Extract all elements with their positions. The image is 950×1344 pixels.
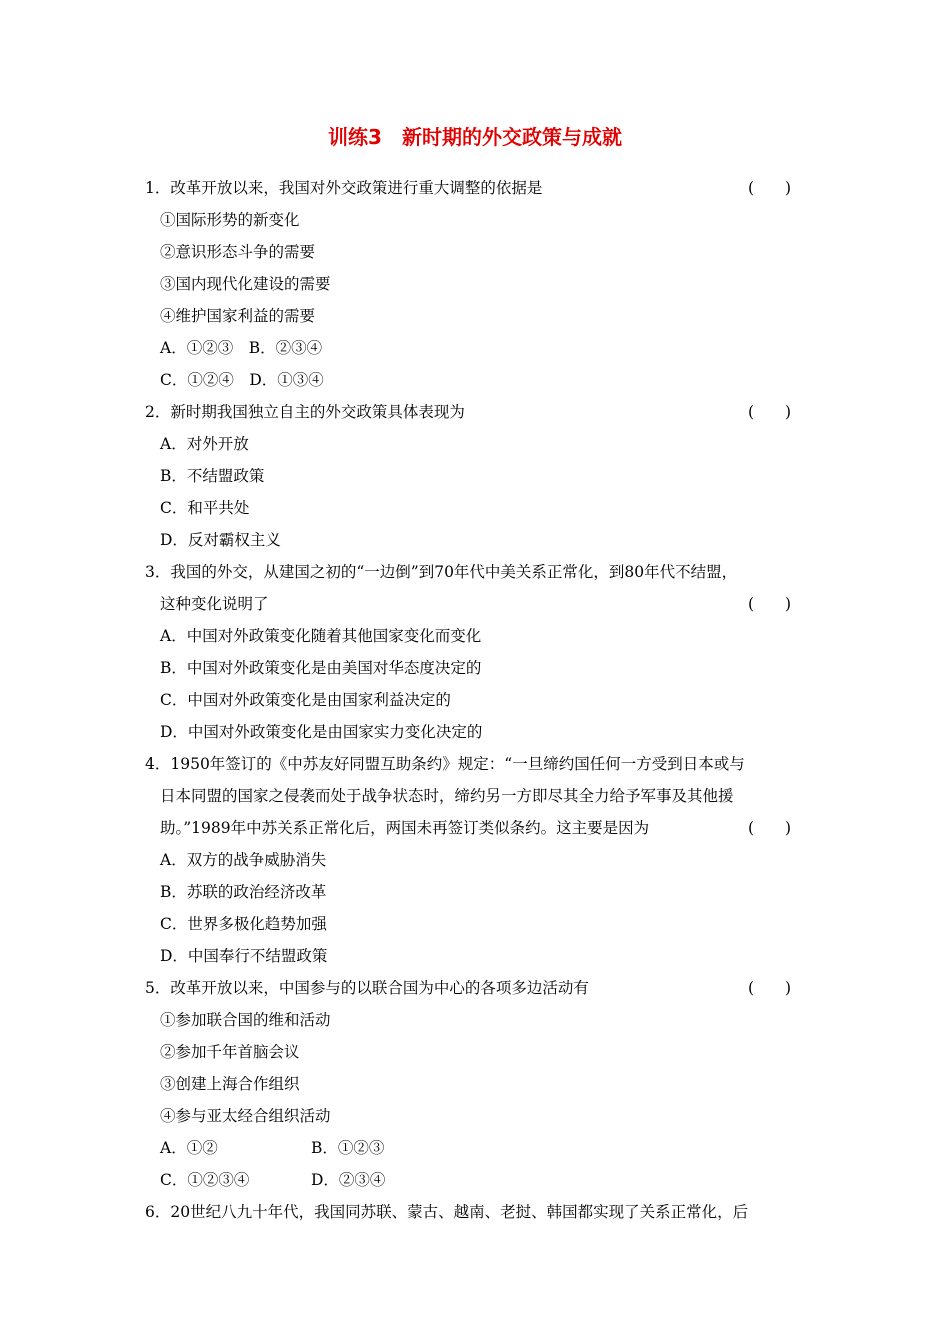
q3-option-a: A．中国对外政策变化随着其他国家变化而变化 xyxy=(160,627,482,645)
q1-options-ab: A．①②③ B．②③④ xyxy=(160,339,323,357)
q3-option-d: D．中国对外政策变化是由国家实力变化决定的 xyxy=(160,723,483,741)
answer-blank-3: ( ) xyxy=(748,595,792,613)
q1-item-3: ③国内现代化建设的需要 xyxy=(160,275,331,293)
question-3-stem-line-1: 3．我国的外交，从建国之初的“一边倒”到70年代中美关系正常化，到80年代不结盟， xyxy=(145,563,738,581)
question-4-stem-line-2: 日本同盟的国家之侵袭而处于战争状态时，缔约另一方即尽其全力给予军事及其他援 xyxy=(160,787,734,805)
q5-option-a: A．①② xyxy=(160,1139,218,1157)
question-4-stem-line-1: 4．1950年签订的《中苏友好同盟互助条约》规定：“一旦缔约国任何一方受到日本或与 xyxy=(145,755,745,773)
q1-item-2: ②意识形态斗争的需要 xyxy=(160,243,316,261)
answer-blank-4: ( ) xyxy=(748,819,792,837)
q5-option-c: C．①②③④ xyxy=(160,1171,250,1189)
answer-blank-2: ( ) xyxy=(748,403,792,421)
q1-item-4: ④维护国家利益的需要 xyxy=(160,307,316,325)
q3-option-c: C．中国对外政策变化是由国家利益决定的 xyxy=(160,691,451,709)
q5-option-b: B．①②③ xyxy=(311,1139,385,1157)
question-2-stem: 2．新时期我国独立自主的外交政策具体表现为 xyxy=(145,403,465,421)
q4-option-b: B．苏联的政治经济改革 xyxy=(160,883,327,901)
question-1-stem: 1．改革开放以来，我国对外交政策进行重大调整的依据是 xyxy=(145,179,543,197)
q4-option-a: A．双方的战争威胁消失 xyxy=(160,851,327,869)
answer-blank-1: ( ) xyxy=(748,179,792,197)
q5-option-d: D．②③④ xyxy=(311,1171,386,1189)
q1-options-cd: C．①②④ D．①③④ xyxy=(160,371,324,389)
question-4-stem-line-3: 助。”1989年中苏关系正常化后，两国未再签订类似条约。这主要是因为 xyxy=(160,819,650,837)
q2-option-b: B．不结盟政策 xyxy=(160,467,265,485)
q2-option-c: C．和平共处 xyxy=(160,499,250,517)
q2-option-a: A．对外开放 xyxy=(160,435,249,453)
question-3-stem-line-2: 这种变化说明了 xyxy=(160,595,269,613)
q1-item-1: ①国际形势的新变化 xyxy=(160,211,300,229)
question-5-stem: 5．改革开放以来，中国参与的以联合国为中心的各项多边活动有 xyxy=(145,979,589,997)
page-title: 训练3 新时期的外交政策与成就 xyxy=(328,125,622,149)
answer-blank-5: ( ) xyxy=(748,979,792,997)
q2-option-d: D．反对霸权主义 xyxy=(160,531,281,549)
q4-option-c: C．世界多极化趋势加强 xyxy=(160,915,327,933)
question-6-stem-line-1: 6．20世纪八九十年代，我国同苏联、蒙古、越南、老挝、韩国都实现了关系正常化，后 xyxy=(145,1203,749,1221)
q3-option-b: B．中国对外政策变化是由美国对华态度决定的 xyxy=(160,659,482,677)
q5-item-1: ①参加联合国的维和活动 xyxy=(160,1011,331,1029)
q5-item-2: ②参加千年首脑会议 xyxy=(160,1043,300,1061)
q4-option-d: D．中国奉行不结盟政策 xyxy=(160,947,328,965)
q5-item-3: ③创建上海合作组织 xyxy=(160,1075,300,1093)
q5-item-4: ④参与亚太经合组织活动 xyxy=(160,1107,331,1125)
